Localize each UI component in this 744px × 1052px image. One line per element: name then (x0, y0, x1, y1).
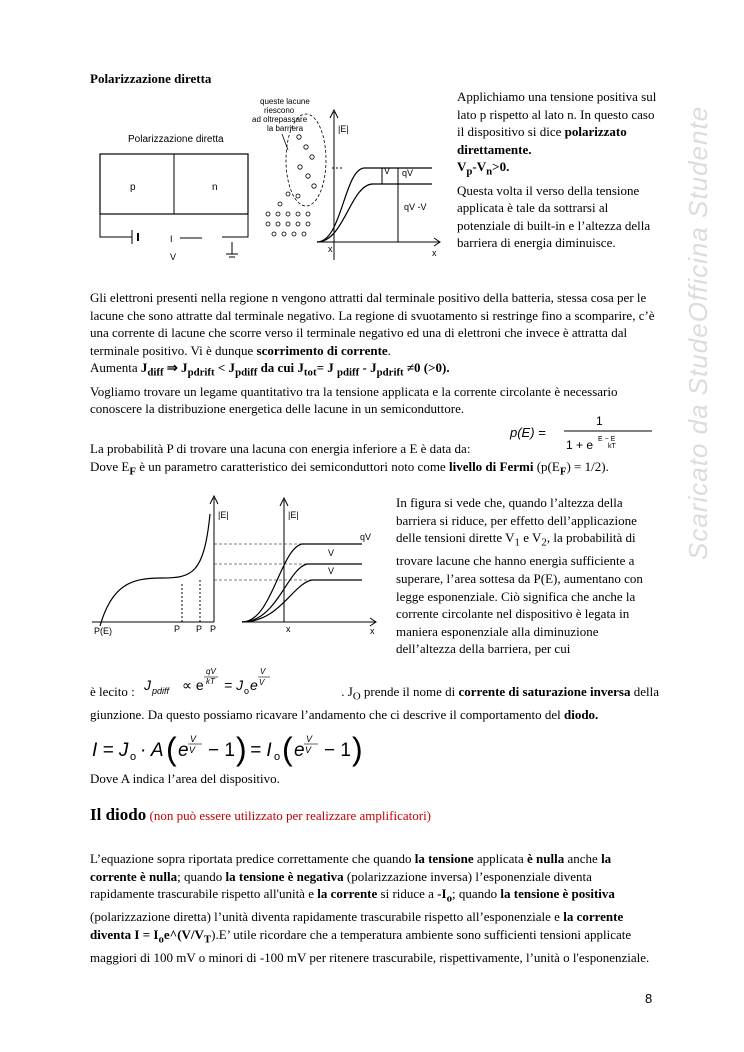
fig1-V-label: V (384, 166, 391, 176)
figure-junction-forward-bias (92, 92, 444, 278)
svg-text:· A: · A (140, 740, 164, 761)
diode-title: Il diodo (90, 805, 147, 824)
svg-text:o: o (130, 751, 137, 763)
svg-text:V: V (259, 678, 265, 687)
svg-text:1 + e: 1 + e (566, 438, 594, 452)
diode-heading (90, 806, 431, 825)
forward-bias-text: Applichiamo una tensione positiva sul lato p rispetto al lato n. In questo caso il dispositivo si dice (457, 89, 657, 140)
svg-text:): ) (352, 731, 363, 767)
section-heading: Polarizzazione diretta (90, 71, 212, 86)
fig2-Po: P (210, 624, 217, 634)
svg-text:): ) (236, 731, 247, 767)
svg-text:e: e (294, 740, 305, 761)
fig1-n: n (212, 182, 218, 193)
svg-text:pdiff: pdiff (152, 686, 170, 696)
paragraph-text-2: Vogliamo trovare un legame quantitativo tra la tensione applicata e la corrente circolante è necessario conoscere la distribuzione energetica delle lacune in un semiconduttore. (90, 383, 618, 417)
fig2-xj: x (286, 624, 291, 634)
svg-text:V: V (189, 745, 196, 755)
fig2-x: x (370, 626, 375, 636)
svg-text:e: e (178, 740, 189, 761)
fig2-PE: P(E) (94, 626, 112, 636)
svg-text:V: V (190, 734, 197, 744)
svg-text:(: ( (166, 731, 177, 767)
fig2-E1: |E| (218, 510, 229, 520)
fig1-x: x (432, 248, 437, 258)
fig1-xj: x (328, 244, 333, 254)
svg-text:∝ e: ∝ e (182, 677, 204, 693)
current-flow-term: scorrimento di corrente (256, 342, 388, 358)
fig2-E2: |E| (288, 510, 299, 520)
svg-text:I = J: I = J (92, 740, 129, 761)
fig2-Pd: P (174, 624, 181, 634)
fig1-qVbi: qV (402, 168, 414, 178)
diode-note: (non può essere utilizzato per realizzare amplificatori) (149, 808, 432, 823)
probability-text: La probabilità P di trovare una lacuna con energia inferiore a E è data da: (90, 441, 471, 456)
fig2-V2: V (328, 566, 335, 576)
fig1-qVbiV: qV -V (404, 202, 427, 212)
fig1-E: |E| (338, 124, 349, 134)
svg-text:− 1: − 1 (208, 740, 235, 761)
svg-text:o: o (274, 751, 281, 763)
svg-text:= J: = J (224, 677, 244, 693)
page-number: 8 (645, 991, 653, 1006)
saturation-current-term: corrente di saturazione inversa (458, 684, 631, 699)
svg-text:V: V (306, 734, 313, 744)
fig1-note-4: la barriera (267, 124, 304, 133)
fig2-qVbi: qV (360, 532, 372, 542)
aumenta-label: Aumenta (90, 360, 138, 376)
svg-text:e: e (250, 677, 258, 693)
svg-text:J: J (144, 677, 151, 693)
fig1-I: I (170, 234, 173, 244)
fig1-note-2: riescono (264, 106, 295, 115)
area-note: Dove A indica l’area del dispositivo. (90, 771, 280, 786)
svg-text:= I: = I (250, 740, 272, 761)
jpdiff-formula (142, 662, 312, 702)
svg-text:E − E: E − E (598, 436, 616, 443)
svg-text:1: 1 (596, 414, 603, 428)
paragraph-electrons: Gli elettroni presenti nella regione n vengono attratti dal terminale positivo della batteria, stessa cosa per le lacune che sono attratte dal terminale negativo. La regione di svuotamento si restringe fino a scomparire, c’è una corrente di lacune che scorre verso il terminale negativo ed una di elettroni che invece è attratta dal terminale positivo. Vi è dunque scorrimento di corrente. Aumenta $J_{diff}$ ⇒ $J_{pdrift} < J_{pdiff}$ da cui $J_{tot}= J$ $_{pdiff} - J_{pdrift} \ne 0$ (>0). Vogliamo trovare un legame quantitativo tra la tensione applicata e la corrente circolante è necessario conoscere la distribuzione energetica delle lacune in un semiconduttore. (90, 290, 655, 417)
svg-text:kT: kT (206, 677, 215, 686)
fig1-note-1: queste lacune (260, 97, 310, 106)
svg-text:(: ( (282, 731, 293, 767)
fig1-note-3: ad oltrepassare (252, 115, 308, 124)
svg-text:V: V (305, 745, 312, 755)
fermi-level-term: livello di Fermi (448, 458, 534, 474)
svg-text:qV: qV (206, 667, 216, 676)
current-formula: $J_{diff}$ ⇒ $J_{pdrift} < J_{pdiff}$ da cui $J_{tot}= J$ $_{pdiff} - J_{pdrift} \ne 0$ (>0). (140, 360, 450, 379)
fig1-title: Polarizzazione diretta (128, 134, 224, 145)
svg-text:− 1: − 1 (324, 740, 351, 761)
diode-equation (90, 726, 380, 772)
paragraph-diode-equation: L’equazione sopra riportata predice correttamente che quando la tensione applicata è nulla anche la corrente è nulla; quando la tensione è negativa (polarizzazione inversa) l’esponenziale diventa rapidamente trascurabile rispetto all'unità e la corrente si riduce a $-I_o$; quando la tensione è positiva (polarizzazione diretta) l’unità diventa rapidamente trascurabile rispetto all’esponenziale e la corrente diventa $I = I_oe\^{}(V/V_T).E$’ utile ricordare che a temperatura ambiente sono sufficienti tensioni applicate maggiori di 100 mV o minori di -100 mV per ritenere trascurabile, rispettivamente, l’unità o l'esponenziale. (90, 851, 650, 966)
svg-text:p(E) =: p(E) = (510, 425, 546, 440)
paragraph-saturation: è lecito : . $J_O$ prende il nome di corrente di saturazione inversa della giunzione. Da questo possiamo ricavare l’andamento che ci descrive il comportamento del diodo. (90, 684, 659, 723)
svg-text:V: V (260, 667, 266, 676)
diode-term: diodo. (563, 707, 599, 723)
svg-text:kT: kT (608, 443, 616, 450)
paragraph-text: Gli elettroni presenti nella regione n vengono attratti dal terminale positivo della batteria, stessa cosa per le lacune che sono attratte dal terminale negativo. La regione di svuotamento si restringe fino a scomparire, c’è una corrente di lacune che scorre verso il terminale negativo ed una di elettroni che invece è attratta dal terminale positivo. Vi è dunque (90, 290, 655, 358)
fig1-V: V (170, 252, 177, 262)
svg-text:o: o (244, 686, 250, 696)
barrier-reduction-text: In figura si vede che, quando l’altezza della barriera si riduce, per effetto dell’applicazione delle tensioni dirette $V_1$ e $V_2$, la probabilità di trovare lacune che hanno energia sufficiente a superare, l’area sottesa da P(E), aumentano con legge esponenziale. Ciò significa che anche la corrente circolante nel dispositivo è legata in maniera esponenziale alla diminuzione dell’altezza della barriera, per cui (396, 495, 643, 657)
barrier-text: Questa volta il verso della tensione applicata è tale da sottrarsi al potenziale di built-in e l’altezza della barriera di energia diminuisce. (457, 182, 651, 251)
fig2-P1: P (196, 624, 203, 634)
paragraph-probability: La probabilità P di trovare una lacuna con energia inferiore a E è data da: Dove $E_F$ è un parametro caratteristico dei semiconduttori noto come livello di Fermi $(p(E_F) = 1/2)$. (90, 441, 609, 478)
fig1-p: p (130, 182, 136, 193)
figure-probability-barrier (92, 494, 382, 644)
fig2-V1: V (328, 548, 335, 558)
forward-bias-description (457, 88, 657, 252)
watermark: Scaricato da StudeOfficina Studente (683, 105, 713, 560)
vp-symbol: $V_p-V_n>0$. (457, 159, 510, 178)
fermi-dirac-formula (508, 413, 658, 455)
forward-bias-term: polarizzato direttamente. (457, 124, 627, 157)
